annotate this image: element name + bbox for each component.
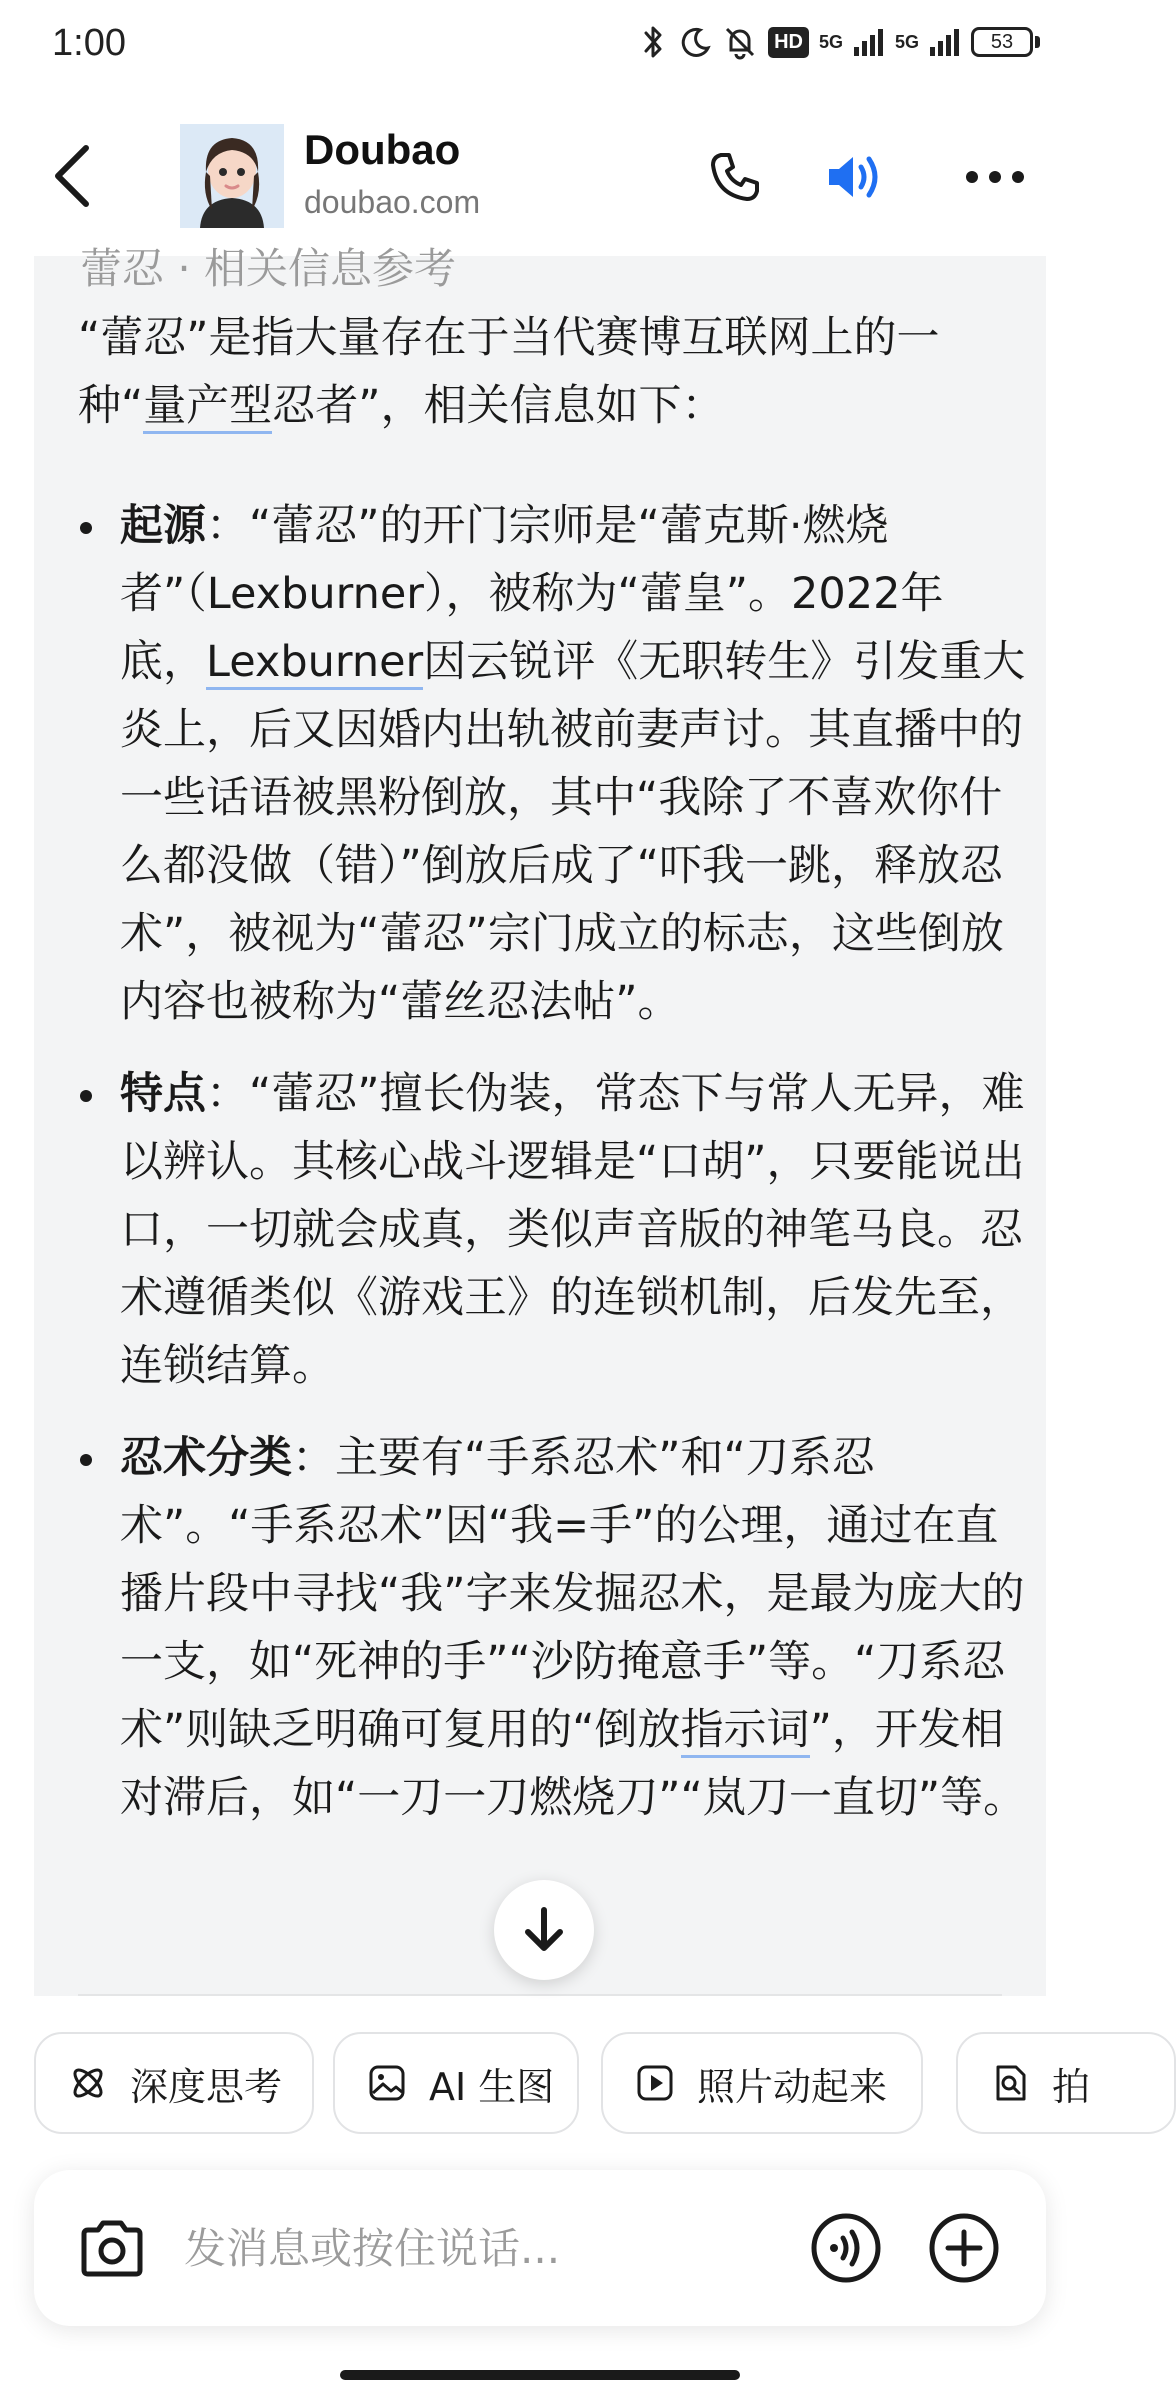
list-item-traits: 特点：“蕾忍”擅长伪装，常态下与常人无异，难以辨认。其核心战斗逻辑是“口胡”，只要能说出口，一切就会成真，类似声音版的神笔马良。忍术遵循类似《游戏王》的连锁机制，后发先至，连锁结算。 <box>78 1060 1028 1400</box>
camera-button[interactable] <box>70 2206 154 2290</box>
info-list <box>78 492 1028 1832</box>
list-item-origin: 起源：“蕾忍”的开门宗师是“蕾克斯·燃烧者”（Lexburner），被称为“蕾皇”。2022年底，Lexburner因云锐评《无职转生》引发重大炎上，后又因婚内出轨被前妻声讨。其直播中的一些话语被黑粉倒放，其中“我除了不喜欢你什么都没做（错）”倒放后成了“吓我一跳，释放忍术”，被视为“蕾忍”宗门成立的标志，这些倒放内容也被称为“蕾丝忍法帖”。 <box>78 492 1028 1036</box>
more-icon <box>965 170 1025 184</box>
assistant-message <box>34 244 1046 1996</box>
message-input[interactable] <box>184 2210 684 2286</box>
bluetooth-icon <box>638 24 668 60</box>
call-button[interactable] <box>700 142 770 212</box>
link-lexburner[interactable]: Lexburner <box>206 637 423 690</box>
link-indicator-word[interactable]: 指示词 <box>681 1705 810 1758</box>
chip-animate-photo[interactable] <box>601 2032 923 2134</box>
chat-header <box>0 96 1080 256</box>
avatar[interactable] <box>180 124 284 228</box>
chip-scan[interactable] <box>956 2032 1176 2134</box>
message-intro: “蕾忍”是指大量存在于当代赛博互联网上的一种“量产型忍者”，相关信息如下： <box>78 304 1028 440</box>
atom-icon <box>68 2063 108 2103</box>
camera-icon <box>78 2218 146 2278</box>
speaker-icon <box>823 149 887 205</box>
bell-off-icon <box>722 24 758 60</box>
status-icons <box>638 24 1040 60</box>
bot-name: Doubao <box>304 126 461 173</box>
plus-icon <box>928 2212 1000 2284</box>
more-button[interactable] <box>960 142 1030 212</box>
play-icon <box>635 2063 675 2103</box>
item-title: 忍术分类 <box>120 1433 292 1483</box>
chip-label: 深度思考 <box>130 2064 283 2109</box>
hd-icon: HD <box>768 27 809 58</box>
chip-ai-image[interactable] <box>333 2032 579 2134</box>
voice-wave-icon <box>810 2212 882 2284</box>
list-item-categories: 忍术分类：主要有“手系忍术”和“刀系忍术”。“手系忍术”因“我=手”的公理，通过在直播片段中寻找“我”字来发掘忍术，是最为庞大的一支，如“死神的手”“沙防掩意手”等。“刀系忍术”则缺乏明确可复用的“倒放指示词”，开发相对滞后，如“一刀一刀燃烧刀”“岚刀一直切”等。 <box>78 1424 1028 1832</box>
voice-button[interactable] <box>806 2208 886 2288</box>
phone-icon <box>707 149 763 205</box>
status-bar <box>0 0 1080 96</box>
arrow-down-icon <box>522 1906 566 1954</box>
quick-action-chips <box>34 2032 1091 2136</box>
home-indicator[interactable] <box>340 2370 740 2380</box>
scan-doc-icon <box>990 2063 1030 2103</box>
status-time: 1:00 <box>52 22 126 64</box>
image-icon <box>367 2063 407 2103</box>
link-mass-produced[interactable]: 量产型 <box>143 381 272 434</box>
chip-deep-think[interactable] <box>34 2032 314 2134</box>
network-label-2: 5G <box>894 31 919 52</box>
chip-label: 拍 <box>1052 2064 1091 2109</box>
clipped-previous-text: 蕾忍 · 相关信息参考 <box>80 244 457 293</box>
network-label-1: 5G <box>818 31 843 52</box>
divider <box>78 1994 1002 1996</box>
speaker-button[interactable] <box>820 142 890 212</box>
add-attachment-button[interactable] <box>924 2208 1004 2288</box>
chip-label: 照片动起来 <box>697 2064 888 2109</box>
message-body <box>78 304 1028 1856</box>
battery-icon <box>971 27 1040 57</box>
moon-icon <box>678 24 712 60</box>
bullet-icon <box>80 522 92 534</box>
bot-domain: doubao.com <box>304 184 481 220</box>
item-title: 特点 <box>120 1069 206 1119</box>
signal-icon <box>929 27 961 57</box>
battery-level: 53 <box>971 27 1033 57</box>
doubao-avatar-image <box>180 124 284 228</box>
item-title: 起源 <box>120 501 206 551</box>
signal-icon <box>853 27 885 57</box>
bullet-icon <box>80 1090 92 1102</box>
bullet-icon <box>80 1454 92 1466</box>
chip-label: AI 生图 <box>429 2064 555 2109</box>
back-arrow-icon <box>52 144 92 208</box>
message-composer <box>34 2170 1046 2326</box>
scroll-to-bottom-button[interactable] <box>494 1880 594 1980</box>
back-button[interactable] <box>44 140 100 212</box>
